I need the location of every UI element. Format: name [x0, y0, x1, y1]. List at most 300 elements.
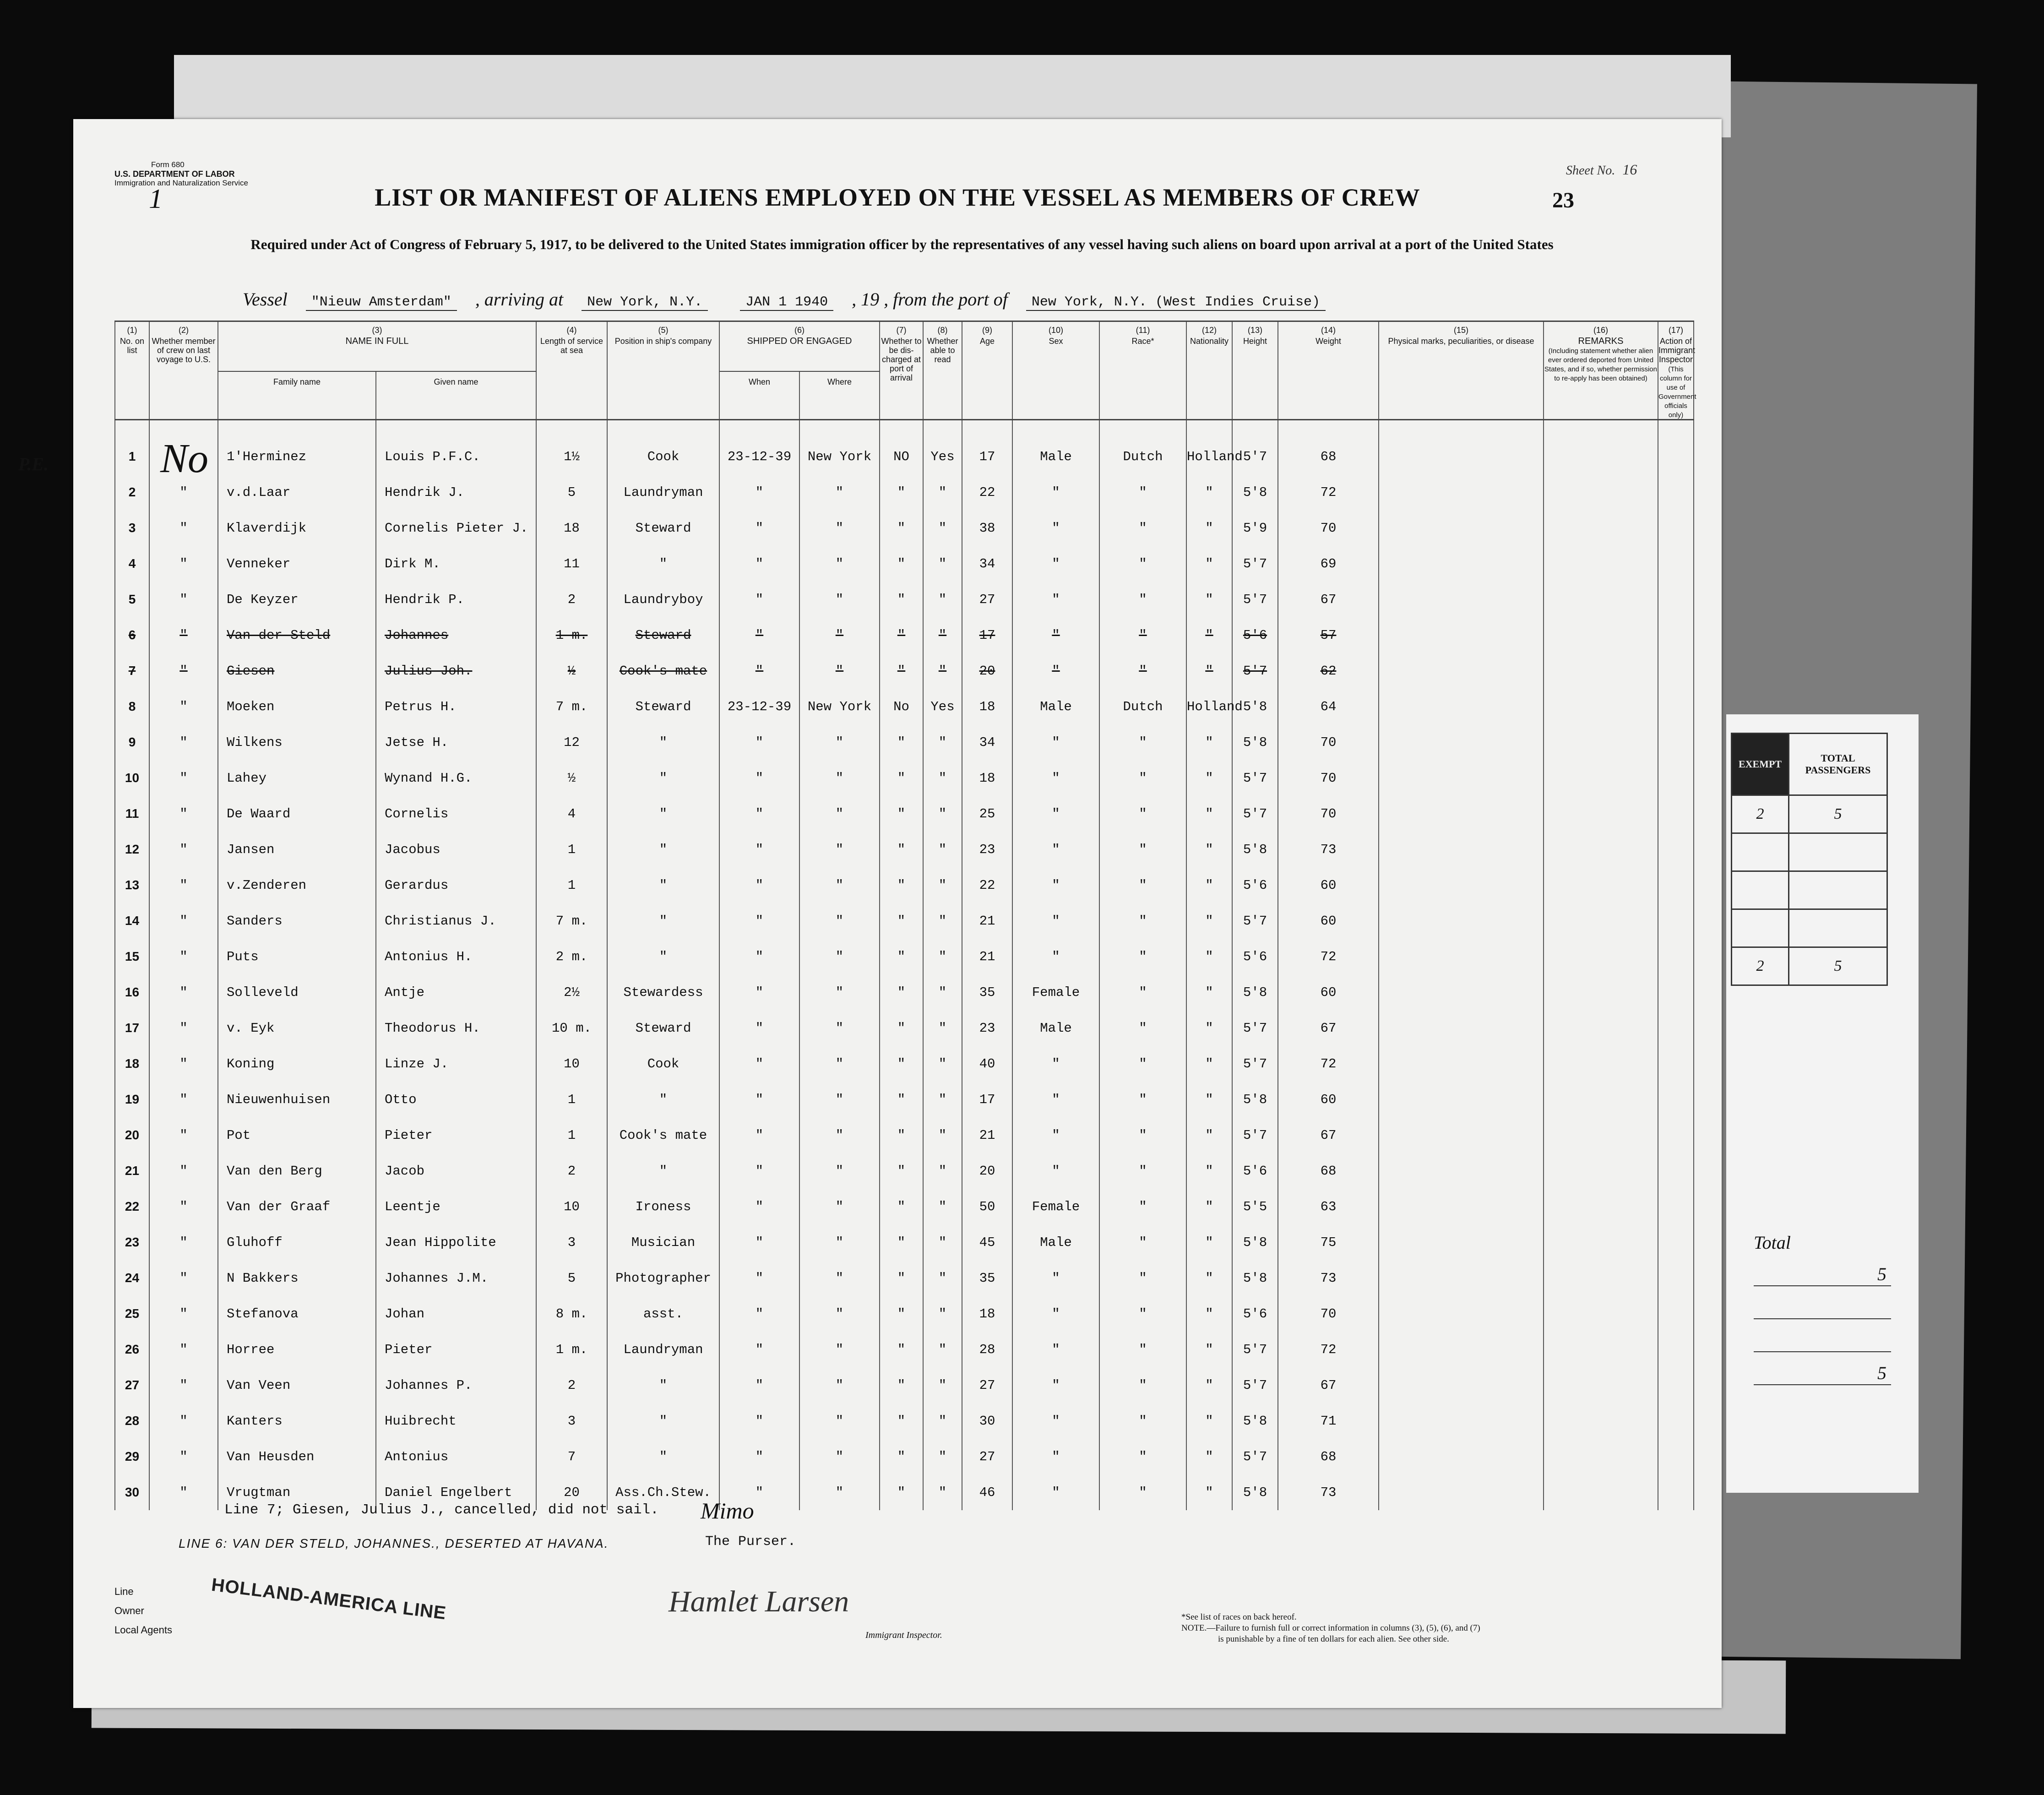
cell-position: " — [607, 796, 719, 832]
cell-sex: " — [1012, 724, 1099, 760]
cell-remarks — [1544, 420, 1658, 475]
cell-where: " — [799, 1474, 880, 1510]
cell-read: " — [923, 474, 962, 510]
col-header-discharge: Whether to be dis-charged at port of arrival — [881, 337, 922, 382]
purser-label: The Purser. — [705, 1534, 796, 1550]
cell-weight: 68 — [1278, 420, 1379, 475]
cell-family: Wilkens — [218, 724, 376, 760]
cell-weight: 70 — [1278, 724, 1379, 760]
cell-position: Laundryboy — [607, 582, 719, 617]
cell-read: " — [923, 1332, 962, 1367]
cell-discharge: " — [880, 1296, 923, 1332]
cell-service: 2 m. — [536, 939, 607, 974]
cell-weight: 67 — [1278, 582, 1379, 617]
cell-discharge: " — [880, 1474, 923, 1510]
cell-weight: 68 — [1278, 1439, 1379, 1474]
cell-race: " — [1099, 1082, 1186, 1117]
cell-where: " — [799, 1367, 880, 1403]
cell-no: 26 — [115, 1332, 149, 1367]
cell-action — [1658, 617, 1694, 653]
cell-service: 1 m. — [536, 617, 607, 653]
cell-race: " — [1099, 867, 1186, 903]
exempt-cell: 2 — [1732, 795, 1789, 833]
cell-given: Jacobus — [376, 832, 536, 867]
cell-marks — [1379, 582, 1544, 617]
cell-nationality: " — [1186, 796, 1232, 832]
col-num: (8) — [937, 326, 948, 335]
cell-last: " — [149, 832, 218, 867]
cell-height: 5'8 — [1232, 1224, 1278, 1260]
cell-sex: " — [1012, 1403, 1099, 1439]
cell-when: " — [719, 1439, 799, 1474]
cell-height: 5'7 — [1232, 420, 1278, 475]
table-row — [115, 1046, 1694, 1082]
cell-discharge: " — [880, 510, 923, 546]
cell-when: " — [719, 760, 799, 796]
cell-family: Vrugtman — [218, 1474, 376, 1510]
department-name: U.S. DEPARTMENT OF LABOR — [114, 169, 235, 179]
cell-no: 17 — [115, 1010, 149, 1046]
cell-height: 5'5 — [1232, 1189, 1278, 1224]
cell-service: 1 — [536, 867, 607, 903]
table-row — [115, 420, 1694, 475]
cell-read: " — [923, 582, 962, 617]
cell-weight: 68 — [1278, 1153, 1379, 1189]
crew-rows — [115, 420, 1694, 1511]
cell-remarks — [1544, 1474, 1658, 1510]
cell-nationality: " — [1186, 546, 1232, 582]
act-statement: Required under Act of Congress of February 5, 1917, to be delivered to the United States immigration officer by the representatives of any vessel having such aliens on board upon arrival at a port of the United States — [250, 236, 1554, 252]
page-number: 23 — [1552, 188, 1574, 212]
cell-service: 4 — [536, 796, 607, 832]
cell-nationality: " — [1186, 1403, 1232, 1439]
exempt-tally-grid — [1731, 733, 1888, 986]
table-row — [115, 1082, 1694, 1117]
cell-position: Stewardess — [607, 974, 719, 1010]
cell-height: 5'8 — [1232, 474, 1278, 510]
cell-height: 5'7 — [1232, 903, 1278, 939]
table-row — [115, 1439, 1694, 1474]
cell-no: 25 — [115, 1296, 149, 1332]
cell-position: Ass.Ch.Stew. — [607, 1474, 719, 1510]
cell-race: " — [1099, 510, 1186, 546]
cell-action — [1658, 582, 1694, 617]
cell-when: " — [719, 653, 799, 689]
cell-service: 1 — [536, 1117, 607, 1153]
cell-read: " — [923, 1082, 962, 1117]
col-header-age: Age — [979, 337, 995, 346]
cell-read: " — [923, 1403, 962, 1439]
cell-nationality: " — [1186, 1117, 1232, 1153]
cell-family: Venneker — [218, 546, 376, 582]
year-label: , 19 — [852, 289, 880, 310]
col-num: (15) — [1453, 326, 1468, 335]
sheet-number — [1566, 161, 1637, 178]
cell-action — [1658, 1403, 1694, 1439]
col-num: (1) — [127, 326, 137, 335]
cell-marks — [1379, 796, 1544, 832]
cell-discharge: " — [880, 724, 923, 760]
cell-last: " — [149, 1332, 218, 1367]
cell-no: 9 — [115, 724, 149, 760]
cell-read: " — [923, 1474, 962, 1510]
cell-nationality: " — [1186, 1439, 1232, 1474]
cell-no: 18 — [115, 1046, 149, 1082]
cell-given: Johannes J.M. — [376, 1260, 536, 1296]
cell-action — [1658, 867, 1694, 903]
holland-america-stamp — [210, 1575, 447, 1624]
cell-read: Yes — [923, 420, 962, 475]
cell-where: " — [799, 582, 880, 617]
cell-weight: 70 — [1278, 1296, 1379, 1332]
inspector-signature: Hamlet Larsen — [669, 1585, 849, 1618]
cell-last: " — [149, 474, 218, 510]
cell-service: 20 — [536, 1474, 607, 1510]
cell-weight: 73 — [1278, 1474, 1379, 1510]
cell-age: 20 — [962, 1153, 1012, 1189]
cell-action — [1658, 1367, 1694, 1403]
cell-where: New York — [799, 420, 880, 475]
cell-weight: 72 — [1278, 1046, 1379, 1082]
cell-position: " — [607, 1439, 719, 1474]
cell-weight: 60 — [1278, 867, 1379, 903]
cell-sex: " — [1012, 653, 1099, 689]
col-header-height: Height — [1243, 337, 1267, 346]
cell-when: " — [719, 867, 799, 903]
cell-given: Wynand H.G. — [376, 760, 536, 796]
table-row — [115, 1367, 1694, 1403]
cell-height: 5'8 — [1232, 689, 1278, 724]
cell-last: " — [149, 939, 218, 974]
cell-service: 5 — [536, 1260, 607, 1296]
cell-remarks — [1544, 796, 1658, 832]
cell-marks — [1379, 1010, 1544, 1046]
cell-weight: 70 — [1278, 760, 1379, 796]
cell-action — [1658, 724, 1694, 760]
cell-read: " — [923, 1260, 962, 1296]
cell-read: " — [923, 510, 962, 546]
total-tally — [1754, 1232, 1891, 1385]
cell-position: " — [607, 1082, 719, 1117]
cell-where: " — [799, 474, 880, 510]
table-row — [115, 1010, 1694, 1046]
cell-position: " — [607, 1403, 719, 1439]
table-row — [115, 724, 1694, 760]
cell-age: 17 — [962, 420, 1012, 475]
cell-service: 10 m. — [536, 1010, 607, 1046]
cell-marks — [1379, 546, 1544, 582]
cell-read: " — [923, 760, 962, 796]
cell-read: " — [923, 1046, 962, 1082]
col-num: (11) — [1136, 326, 1150, 335]
cell-race: " — [1099, 1046, 1186, 1082]
cell-no: 28 — [115, 1403, 149, 1439]
col-num: (3) — [372, 326, 382, 335]
cell-sex: " — [1012, 1046, 1099, 1082]
cell-given: Dirk M. — [376, 546, 536, 582]
cell-read: " — [923, 939, 962, 974]
cell-nationality: " — [1186, 1153, 1232, 1189]
cell-read: " — [923, 653, 962, 689]
cell-service: 2 — [536, 1367, 607, 1403]
cell-service: 7 m. — [536, 903, 607, 939]
cell-action — [1658, 1474, 1694, 1510]
cell-sex: " — [1012, 582, 1099, 617]
cell-age: 40 — [962, 1046, 1012, 1082]
cell-no: 12 — [115, 832, 149, 867]
cell-height: 5'7 — [1232, 1046, 1278, 1082]
cell-age: 34 — [962, 724, 1012, 760]
table-row — [115, 653, 1694, 689]
cell-race: " — [1099, 1474, 1186, 1510]
cell-age: 23 — [962, 832, 1012, 867]
cell-position: Ironess — [607, 1189, 719, 1224]
cell-remarks — [1544, 867, 1658, 903]
cell-service: 1 — [536, 1082, 607, 1117]
cell-given: Jean Hippolite — [376, 1224, 536, 1260]
cell-service: 2 — [536, 1153, 607, 1189]
cell-height: 5'6 — [1232, 1153, 1278, 1189]
cell-last: " — [149, 796, 218, 832]
table-row — [115, 1117, 1694, 1153]
cell-last: " — [149, 653, 218, 689]
cell-age: 21 — [962, 939, 1012, 974]
cell-position: Musician — [607, 1224, 719, 1260]
cell-when: " — [719, 1189, 799, 1224]
cell-action — [1658, 546, 1694, 582]
cell-race: " — [1099, 760, 1186, 796]
cell-age: 18 — [962, 760, 1012, 796]
total-cell: 5 — [1789, 947, 1887, 985]
total-line — [1754, 1264, 1891, 1286]
cell-height: 5'7 — [1232, 1117, 1278, 1153]
cell-where: " — [799, 1332, 880, 1367]
cell-age: 17 — [962, 1082, 1012, 1117]
table-row — [115, 796, 1694, 832]
cell-nationality: " — [1186, 1332, 1232, 1367]
cell-marks — [1379, 939, 1544, 974]
cell-marks — [1379, 1296, 1544, 1332]
cell-sex: Male — [1012, 689, 1099, 724]
cell-read: " — [923, 1224, 962, 1260]
cell-given: Antje — [376, 974, 536, 1010]
cell-sex: " — [1012, 1332, 1099, 1367]
service-name: Immigration and Naturalization Service — [114, 179, 248, 187]
vessel-label: Vessel — [243, 289, 288, 310]
cell-weight: 63 — [1278, 1189, 1379, 1224]
cell-last: " — [149, 689, 218, 724]
from-label: , from the port of — [884, 289, 1008, 310]
cell-read: " — [923, 832, 962, 867]
cell-race: " — [1099, 832, 1186, 867]
margin-pe-mark: P.E. — [18, 454, 49, 474]
cell-given: Pieter — [376, 1332, 536, 1367]
cell-height: 5'8 — [1232, 832, 1278, 867]
cell-action — [1658, 1010, 1694, 1046]
col-num: (13) — [1247, 326, 1262, 335]
cell-discharge: " — [880, 974, 923, 1010]
cell-race: " — [1099, 1010, 1186, 1046]
cell-height: 5'7 — [1232, 760, 1278, 796]
footer-labels — [114, 1582, 172, 1640]
cell-family: Moeken — [218, 689, 376, 724]
cell-marks — [1379, 510, 1544, 546]
cell-position: " — [607, 724, 719, 760]
stamp-text: HOLLAND-AMERICA LINE — [210, 1574, 448, 1624]
cell-age: 45 — [962, 1224, 1012, 1260]
form-number: Form 680 — [151, 160, 185, 169]
cell-action — [1658, 1332, 1694, 1367]
cell-marks — [1379, 1046, 1544, 1082]
cell-last: " — [149, 546, 218, 582]
cell-when: " — [719, 617, 799, 653]
cell-when: " — [719, 1403, 799, 1439]
cell-height: 5'7 — [1232, 1332, 1278, 1367]
cell-when: " — [719, 939, 799, 974]
cell-nationality: " — [1186, 760, 1232, 796]
col-header-weight: Weight — [1316, 337, 1341, 346]
cell-service: 1 — [536, 832, 607, 867]
cell-last: " — [149, 1010, 218, 1046]
cell-action — [1658, 420, 1694, 475]
cell-height: 5'6 — [1232, 939, 1278, 974]
cell-service: 2½ — [536, 974, 607, 1010]
cell-last: " — [149, 1439, 218, 1474]
cell-no: 11 — [115, 796, 149, 832]
cell-weight: 70 — [1278, 510, 1379, 546]
cell-remarks — [1544, 1260, 1658, 1296]
cell-action — [1658, 1046, 1694, 1082]
col-num: (2) — [179, 326, 189, 335]
table-row — [115, 903, 1694, 939]
cell-weight: 60 — [1278, 974, 1379, 1010]
cell-where: " — [799, 1224, 880, 1260]
cell-given: Antonius — [376, 1439, 536, 1474]
cell-race: " — [1099, 1260, 1186, 1296]
cell-marks — [1379, 653, 1544, 689]
cell-marks — [1379, 617, 1544, 653]
cell-position: " — [607, 1153, 719, 1189]
cell-weight: 75 — [1278, 1224, 1379, 1260]
cell-age: 28 — [962, 1332, 1012, 1367]
cell-marks — [1379, 1117, 1544, 1153]
cell-discharge: " — [880, 1260, 923, 1296]
cell-given: Huibrecht — [376, 1403, 536, 1439]
cell-height: 5'8 — [1232, 1260, 1278, 1296]
cell-family: Lahey — [218, 760, 376, 796]
cell-height: 5'6 — [1232, 617, 1278, 653]
cell-when: " — [719, 1010, 799, 1046]
cell-last: " — [149, 1153, 218, 1189]
cell-discharge: " — [880, 1082, 923, 1117]
cell-discharge: " — [880, 653, 923, 689]
cell-no: 16 — [115, 974, 149, 1010]
table-row — [115, 832, 1694, 867]
cell-sex: Female — [1012, 974, 1099, 1010]
handwritten-no: No — [160, 436, 209, 481]
cell-remarks — [1544, 653, 1658, 689]
cell-weight: 67 — [1278, 1010, 1379, 1046]
cell-family: v. Eyk — [218, 1010, 376, 1046]
cell-no: 22 — [115, 1189, 149, 1224]
cell-age: 21 — [962, 1117, 1012, 1153]
cell-age: 17 — [962, 617, 1012, 653]
table-row — [115, 510, 1694, 546]
cell-given: Antonius H. — [376, 939, 536, 974]
cell-remarks — [1544, 1403, 1658, 1439]
cell-where: New York — [799, 689, 880, 724]
cell-read: Yes — [923, 689, 962, 724]
cell-remarks — [1544, 1296, 1658, 1332]
cell-no: 27 — [115, 1367, 149, 1403]
cell-height: 5'7 — [1232, 1010, 1278, 1046]
cell-family: Puts — [218, 939, 376, 974]
cell-family: Kanters — [218, 1403, 376, 1439]
cell-sex: " — [1012, 474, 1099, 510]
cell-given: Daniel Engelbert — [376, 1474, 536, 1510]
cell-family: N Bakkers — [218, 1260, 376, 1296]
cell-read: " — [923, 867, 962, 903]
cell-action — [1658, 796, 1694, 832]
cell-given: Theodorus H. — [376, 1010, 536, 1046]
cell-given: Linze J. — [376, 1046, 536, 1082]
cell-no: 19 — [115, 1082, 149, 1117]
cell-read: " — [923, 1153, 962, 1189]
cell-read: " — [923, 1296, 962, 1332]
cell-last: " — [149, 1082, 218, 1117]
cell-sex: Male — [1012, 420, 1099, 475]
cell-race: " — [1099, 1403, 1186, 1439]
cell-remarks — [1544, 760, 1658, 796]
cell-remarks — [1544, 1153, 1658, 1189]
line-label: Line — [114, 1586, 134, 1597]
cell-discharge: " — [880, 617, 923, 653]
cell-family: Horree — [218, 1332, 376, 1367]
cell-remarks — [1544, 1010, 1658, 1046]
cell-height: 5'7 — [1232, 796, 1278, 832]
cell-no: 14 — [115, 903, 149, 939]
crew-table-wrap — [114, 321, 1694, 1510]
cell-nationality: " — [1186, 903, 1232, 939]
cell-sex: " — [1012, 617, 1099, 653]
cell-age: 35 — [962, 974, 1012, 1010]
cell-no: 13 — [115, 867, 149, 903]
cell-marks — [1379, 1224, 1544, 1260]
cell-age: 27 — [962, 582, 1012, 617]
cell-race: " — [1099, 1332, 1186, 1367]
cell-no: 7 — [115, 653, 149, 689]
col-num: (9) — [982, 326, 992, 335]
cell-family: 1'Herminez — [218, 420, 376, 475]
cell-sex: Male — [1012, 1010, 1099, 1046]
cell-discharge: " — [880, 582, 923, 617]
col-num: (4) — [566, 326, 577, 335]
cell-nationality: " — [1186, 510, 1232, 546]
cell-position: asst. — [607, 1296, 719, 1332]
cell-family: Pot — [218, 1117, 376, 1153]
cell-marks — [1379, 474, 1544, 510]
cell-sex: " — [1012, 1474, 1099, 1510]
cell-last: " — [149, 582, 218, 617]
cell-when: " — [719, 1260, 799, 1296]
cell-sex: " — [1012, 1260, 1099, 1296]
cell-height: 5'7 — [1232, 653, 1278, 689]
col-num: (12) — [1201, 326, 1217, 335]
cell-last: " — [149, 867, 218, 903]
cell-when: " — [719, 1117, 799, 1153]
cell-family: Van der Graaf — [218, 1189, 376, 1224]
cell-position: Steward — [607, 689, 719, 724]
